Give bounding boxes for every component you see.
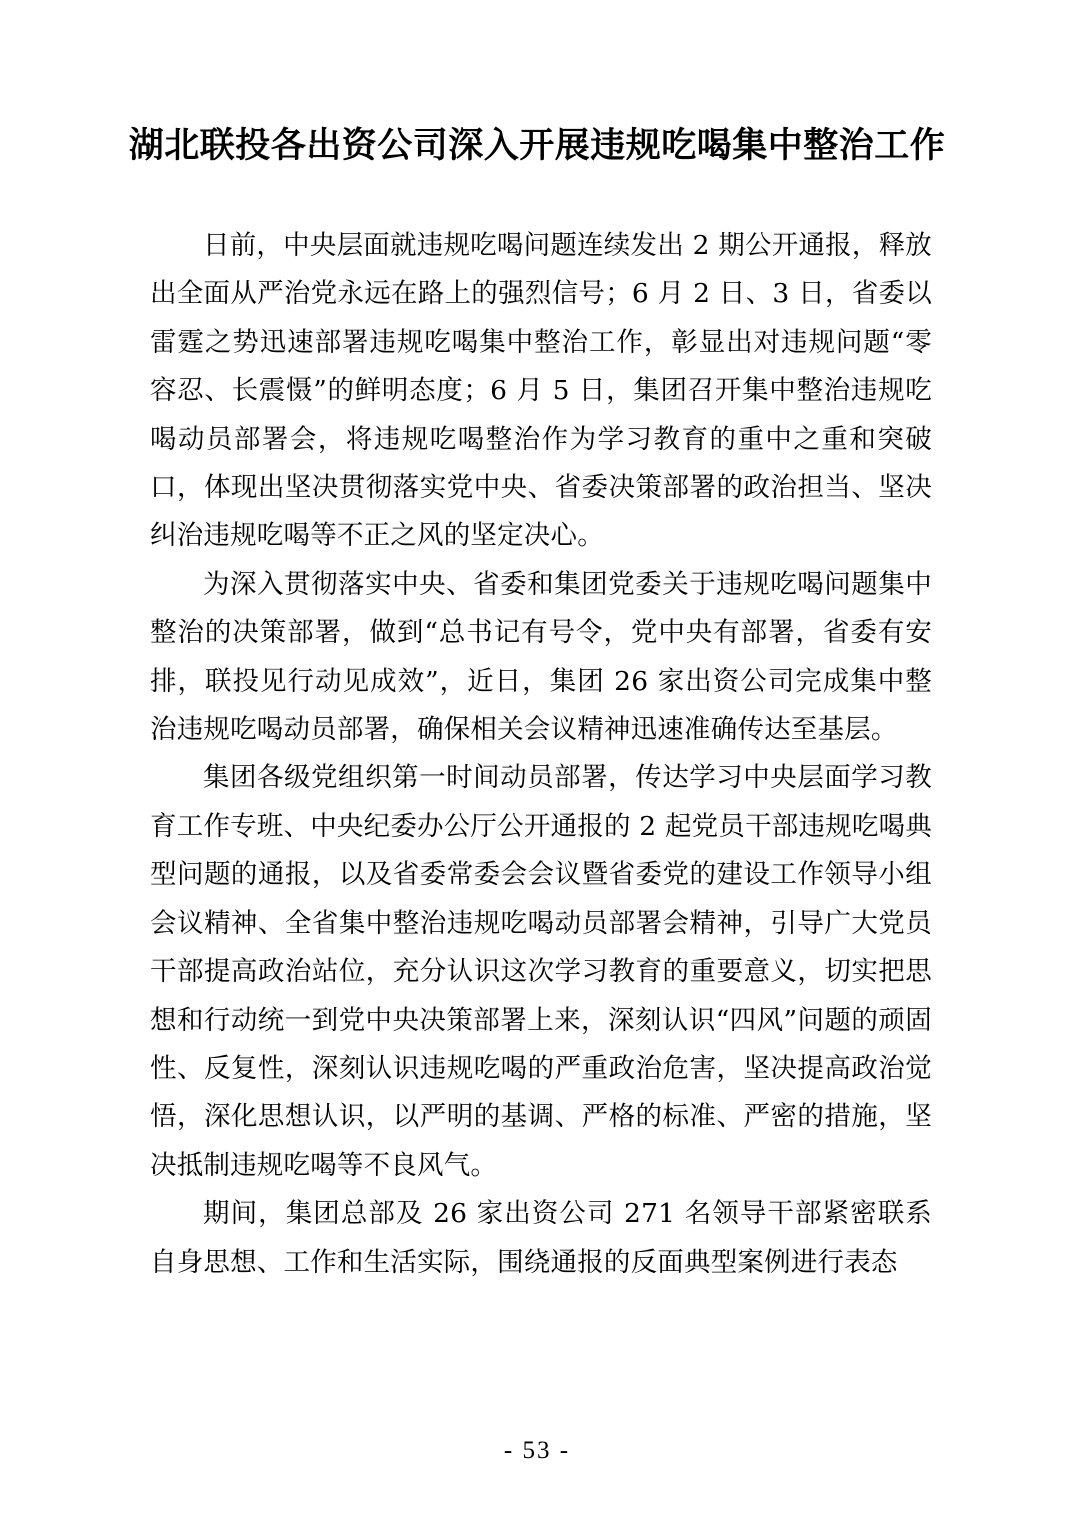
paragraph: 日前，中央层面就违规吃喝问题连续发出 2 期公开通报，释放出全面从严治党永远在路上的强烈信号；6 月 2 日、3 日，省委以雷霆之势迅速部署违规吃喝集中整治工作，彰显出对违规问题“零容忍、长震慑”的鲜明态度；6 月 5 日，集团召开集中整治违规吃喝动员部署会，将违规吃喝整治作为学习教育的重中之重和突破口，体现出坚决贯彻落实党中央、省委决策部署的政治担当、坚决纠治违规吃喝等不正之风的坚定决心。 (150, 230, 932, 552)
page-number: - 53 - (503, 1437, 571, 1464)
document-body (150, 222, 932, 1287)
paragraph: 期间，集团总部及 26 家出资公司 271 名领导干部紧密联系自身思想、工作和生活实际，围绕通报的反面典型案例进行表态 (150, 1198, 932, 1278)
paragraph: 为深入贯彻落实中央、省委和集团党委关于违规吃喝问题集中整治的决策部署，做到“总书记有号令，党中央有部署，省委有安排，联投见行动见成效”，近日，集团 26 家出资公司完成集中整治违规吃喝动员部署，确保相关会议精神迅速准确传达至基层。 (150, 568, 932, 746)
page-title: 湖北联投各出资公司深入开展违规吃喝集中整治工作 (128, 125, 946, 166)
paragraph: 集团各级党组织第一时间动员部署，传达学习中央层面学习教育工作专班、中央纪委办公厅公开通报的 2 起党员干部违规吃喝典型问题的通报，以及省委常委会会议暨省委党的建设工作领导小组会议精神、全省集中整治违规吃喝动员部署会精神，引导广大党员干部提高政治站位，充分认识这次学习教育的重要意义，切实把思想和行动统一到党中央决策部署上来，深刻认识“四风”问题的顽固性、反复性，深刻认识违规吃喝的严重政治危害，坚决提高政治觉悟，深化思想认识，以严明的基调、严格的标准、严密的措施，坚决抵制违规吃喝等不良风气。 (150, 762, 932, 1181)
